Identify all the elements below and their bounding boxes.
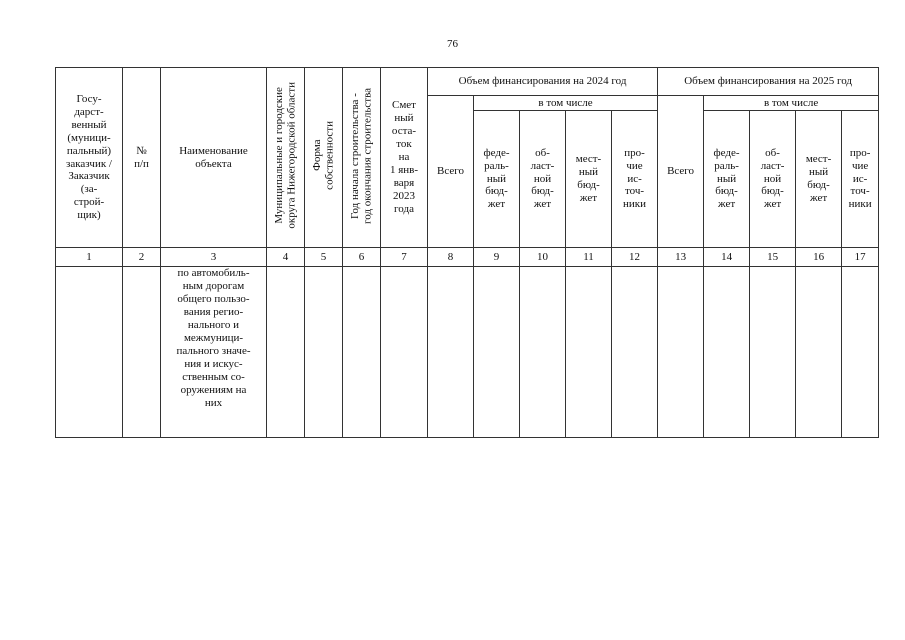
header-estimate-balance: Смет ный оста- ток на 1 янв- варя 2023 года [381, 68, 428, 248]
header-funding-2025: Объем финансирования на 2025 год [658, 68, 879, 96]
header-object-name: Наименование объекта [161, 68, 267, 248]
header-other-2024: про- чие ис- точ- ники [612, 111, 658, 248]
cell-other-2025 [842, 267, 879, 438]
column-number: 16 [796, 248, 842, 267]
cell-local-2024 [566, 267, 612, 438]
column-number: 5 [305, 248, 343, 267]
cell-federal-2024 [474, 267, 520, 438]
cell-number [123, 267, 161, 438]
cell-object-name: по автомобиль- ным дорогам общего пользо- вания регио- нального и межмуници- пального значе- ния и искус- ственным со- оружениям на них [161, 267, 267, 438]
header-including-2025: в том числе [704, 96, 879, 111]
column-number: 1 [56, 248, 123, 267]
column-number: 2 [123, 248, 161, 267]
column-number: 13 [658, 248, 704, 267]
cell-construction-years [343, 267, 381, 438]
column-number-row [56, 248, 879, 267]
table-row [56, 267, 879, 438]
cell-estimate-balance [381, 267, 428, 438]
cell-federal-2025 [704, 267, 750, 438]
cell-other-2024 [612, 267, 658, 438]
header-total-2025: Всего [658, 96, 704, 248]
cell-regional-2024 [520, 267, 566, 438]
header-including-2024: в том числе [474, 96, 658, 111]
cell-total-2025 [658, 267, 704, 438]
header-municipal-okrug [267, 68, 305, 248]
header-customer: Госу- дарст- венный (муници- пальный) заказчик / Заказчик (за- строй- щик) [56, 68, 123, 248]
cell-regional-2025 [750, 267, 796, 438]
header-construction-years-text: Год начала строительства - год окончания строительства [348, 87, 374, 224]
cell-municipal-okrug [267, 267, 305, 438]
column-number: 7 [381, 248, 428, 267]
column-number: 3 [161, 248, 267, 267]
header-federal-2024: феде- раль- ный бюд- жет [474, 111, 520, 248]
cell-total-2024 [428, 267, 474, 438]
header-total-2024: Всего [428, 96, 474, 248]
column-number: 6 [343, 248, 381, 267]
column-number: 14 [704, 248, 750, 267]
cell-ownership-form [305, 267, 343, 438]
header-number: № п/п [123, 68, 161, 248]
header-local-2025: мест- ный бюд- жет [796, 111, 842, 248]
page-number: 76 [447, 38, 458, 50]
cell-customer [56, 267, 123, 438]
header-regional-2024: об- ласт- ной бюд- жет [520, 111, 566, 248]
header-construction-years [343, 68, 381, 248]
financing-table [55, 67, 879, 438]
column-number: 8 [428, 248, 474, 267]
column-number: 9 [474, 248, 520, 267]
column-number: 12 [612, 248, 658, 267]
column-number: 17 [842, 248, 879, 267]
column-number: 10 [520, 248, 566, 267]
header-other-2025: про- чие ис- точ- ники [842, 111, 879, 248]
header-row-1 [56, 68, 879, 96]
column-number: 4 [267, 248, 305, 267]
header-ownership-form-text: Форма собственности [310, 121, 336, 190]
header-federal-2025: феде- раль- ный бюд- жет [704, 111, 750, 248]
header-municipal-okrug-text: Муниципальные и городские округа Нижегородской области [272, 82, 298, 229]
column-number: 15 [750, 248, 796, 267]
column-number: 11 [566, 248, 612, 267]
cell-local-2025 [796, 267, 842, 438]
header-local-2024: мест- ный бюд- жет [566, 111, 612, 248]
header-ownership-form [305, 68, 343, 248]
header-funding-2024: Объем финансирования на 2024 год [428, 68, 658, 96]
header-regional-2025: об- ласт- ной бюд- жет [750, 111, 796, 248]
